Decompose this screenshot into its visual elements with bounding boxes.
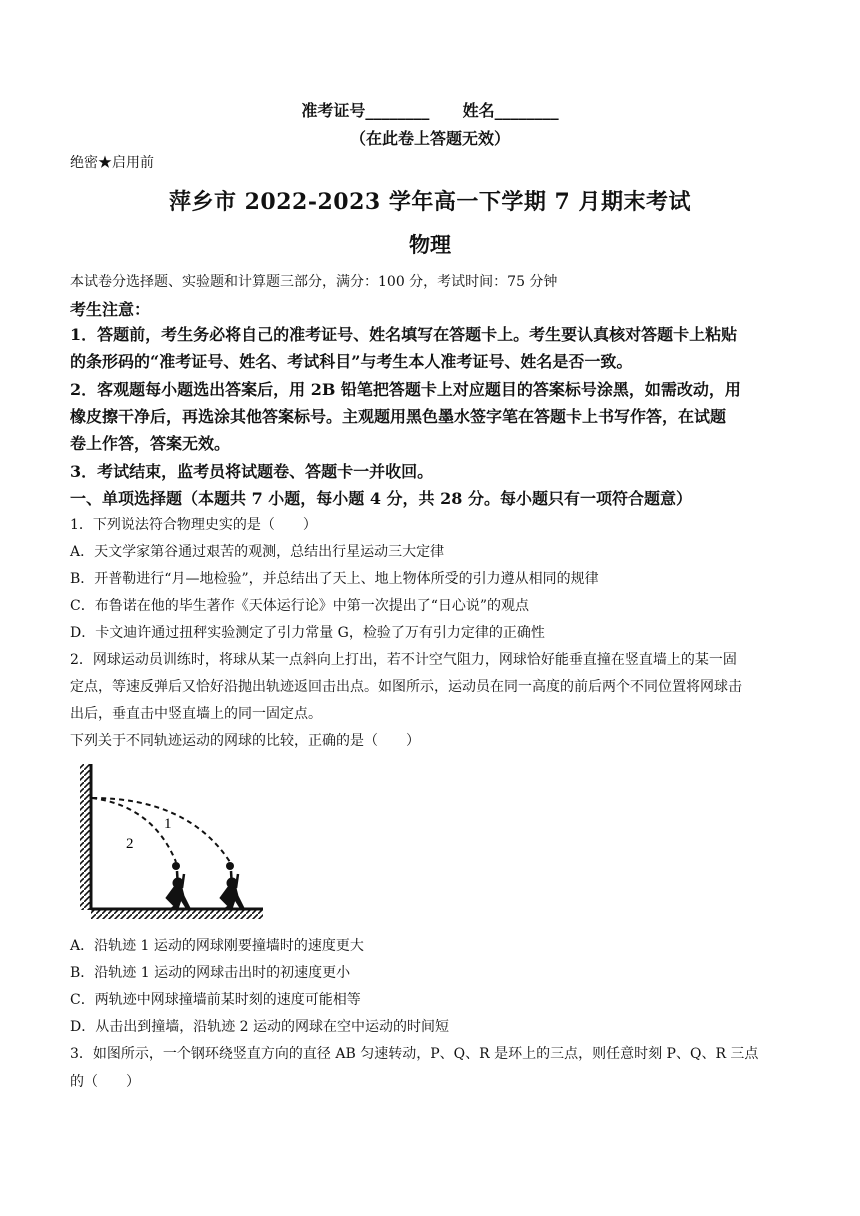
ball-1	[226, 862, 234, 870]
secret-mark: 绝密★启用前	[70, 155, 154, 171]
notice-item-1-line-1: 1．答题前，考生务必将自己的准考证号、姓名填写在答题卡上。考生要认真核对答题卡上粘贴	[70, 325, 738, 344]
q2-option-a: A．沿轨迹 1 运动的网球刚要撞墙时的速度更大	[70, 938, 364, 954]
q1-option-a: A．天文学家第谷通过艰苦的观测，总结出行星运动三大定律	[70, 544, 445, 560]
label-trajectory-1: 1	[164, 816, 172, 832]
notice-item-2-line-2: 橡皮擦干净后，再选涂其他答案标号。主观题用黑色墨水签字笔在答题卡上书写作答，在试题	[70, 407, 727, 426]
trajectory-1	[92, 798, 230, 862]
q2-stem-line-3: 出后，垂直击中竖直墙上的同一固定点。	[70, 706, 322, 722]
q2-option-d: D．从击出到撞墙，沿轨迹 2 运动的网球在空中运动的时间短	[70, 1019, 450, 1035]
q2-stem-line-2: 定点，等速反弹后又恰好沿抛出轨迹返回击出点。如图所示，运动员在同一高度的前后两个不同位置将网球击	[70, 679, 742, 695]
q3-stem-line-2: 的（ ）	[70, 1074, 140, 1090]
header-fields	[0, 98, 860, 121]
ticket-number-label: 准考证号________	[301, 101, 430, 120]
label-trajectory-2: 2	[126, 836, 134, 852]
q1-option-d: D．卡文迪许通过扭秤实验测定了引力常量 G，检验了万有引力定律的正确性	[70, 625, 545, 641]
player-far	[220, 871, 244, 909]
q2-option-b: B．沿轨迹 1 运动的网球击出时的初速度更小	[70, 965, 351, 981]
wall-hatching	[80, 764, 90, 910]
ball-2	[172, 862, 180, 870]
intro-text: 本试卷分选择题、实验题和计算题三部分，满分：100 分，考试时间：75 分钟	[70, 274, 558, 290]
notice-item-2-line-3: 卷上作答，答案无效。	[70, 434, 231, 453]
notice-item-2-line-1: 2．客观题每小题选出答案后，用 2B 铅笔把答题卡上对应题目的答案标号涂黑，如需改动，用	[70, 380, 741, 399]
q2-stem-line-4: 下列关于不同轨迹运动的网球的比较，正确的是（ ）	[70, 733, 420, 749]
notice-item-3: 3．考试结束，监考员将试题卷、答题卡一并收回。	[70, 462, 434, 481]
q1-option-b: B．开普勒进行“月—地检验”，并总结出了天上、地上物体所受的引力遵从相同的规律	[70, 571, 599, 587]
name-label: 姓名________	[462, 101, 559, 120]
q3-stem-line-1: 3．如图所示，一个钢环绕竖直方向的直径 AB 匀速转动，P、Q、R 是环上的三点，则任意时刻 P、Q、R 三点	[70, 1046, 759, 1062]
ground-hatching	[91, 910, 263, 919]
invalid-note: （在此卷上答题无效）	[349, 129, 510, 148]
q2-stem-line-1: 2．网球运动员训练时，将球从某一点斜向上打出，若不计空气阻力，网球恰好能垂直撞在竖直墙上的某一固	[70, 652, 737, 668]
subject-title: 物理	[409, 232, 451, 257]
q2-option-c: C．两轨迹中网球撞墙前某时刻的速度可能相等	[70, 992, 361, 1008]
q1-stem: 1．下列说法符合物理史实的是（ ）	[70, 517, 317, 533]
section-1-heading: 一、单项选择题（本题共 7 小题，每小题 4 分，共 28 分。每小题只有一项符合题意）	[70, 489, 692, 508]
notice-item-1-line-2: 的条形码的“准考证号、姓名、考试科目”与考生本人准考证号、姓名是否一致。	[70, 352, 633, 371]
notice-heading: 考生注意：	[70, 300, 151, 319]
exam-title: 萍乡市 2022-2023 学年高一下学期 7 月期末考试	[168, 189, 692, 215]
q1-option-c: C．布鲁诺在他的毕生著作《天体运行论》中第一次提出了“日心说”的观点	[70, 598, 530, 614]
tennis-trajectory-figure	[78, 758, 278, 922]
player-near	[166, 871, 190, 909]
